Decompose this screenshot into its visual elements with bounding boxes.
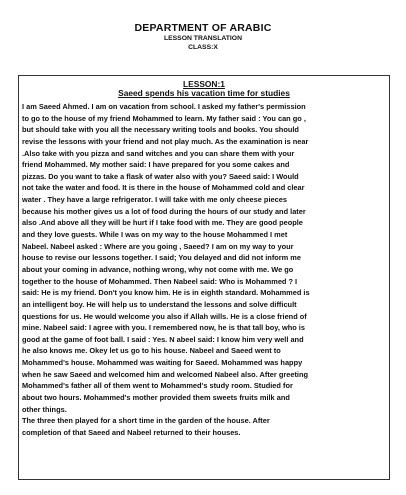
text-line: good at the game of foot ball. I said : Yes. N abeel said: I know him very well and	[22, 334, 304, 344]
text-line: to go to the house of my friend Mohammed to learn. My father said : You can go ,	[22, 113, 306, 123]
text-line: also .And above all they will be hurt if I take food with me. They are good people	[22, 218, 303, 228]
document-subtitle: LESSON TRANSLATION	[163, 35, 243, 42]
text-line: I am Saeed Ahmed. I am on vacation from school. I asked my father's permission	[22, 102, 306, 111]
text-line: not take the water and food. It is there in the house of Mohammed cold and clear	[22, 183, 305, 193]
text-line: friend Mohammed. My mother said: I have prepared for you some cakes and	[22, 160, 290, 170]
text-line: together to the house of Mohammed. Then Nabeel said: Who is Mohammed ? I	[22, 276, 298, 286]
text-line: but should take with you all the necessary writing tools and books. You should	[22, 125, 299, 135]
lesson-title: LESSON:1	[183, 79, 225, 89]
text-line: when he saw Saeed and welcomed him and welcomed Nabeel also. After greeting	[22, 369, 308, 379]
text-line: said: He is my friend. Don't you know him. He is in eighth standard. Mohammed is	[22, 288, 310, 298]
text-line: questions for us. He would welcome you also if Allah wills. He is a close friend of	[22, 311, 307, 321]
text-line: .Also take with you pizza and sand witches and you can share them with your	[22, 148, 295, 158]
text-line: revise the lessons with your friend and not play much. As the examination is near	[22, 136, 309, 146]
text-line: about your coming in advance, nothing wrong, why not come with me. We go	[22, 264, 294, 274]
lesson-subtitle: Saeed spends his vacation time for studies	[118, 88, 290, 98]
text-line: mine. Nabeel said: I agree with you. I remembered now, he is that tall boy, who is	[22, 323, 305, 333]
text-line: he also knows me. Okey let us go to his house. Nabeel and Saeed went to	[22, 346, 281, 356]
text-line: completion of that Saeed and Nabeel returned to their houses.	[22, 427, 241, 437]
text-line: an intelligent boy. He will help us to understand the lessons and solve difficult	[22, 299, 297, 309]
lesson-box	[18, 75, 390, 480]
text-line: Nabeel. Nabeel asked : Where are you going , Saeed? I am on my way to your	[22, 241, 294, 251]
text-line: house to revise our lessons together. I said; You delayed and did not inform me	[22, 253, 301, 263]
lesson-text	[22, 101, 386, 439]
text-line: Mohammed's house. Mohammed was waiting for Saeed. Mohammed was happy	[22, 358, 303, 368]
document-header	[0, 22, 406, 52]
text-line: water . They have a large refrigerator. I will take with me only cheese pieces	[22, 195, 287, 205]
text-line: because his mother gives us a lot of food during the hours of our study and later	[22, 206, 306, 216]
text-line: The three then played for a short time in the garden of the house. After	[22, 416, 270, 426]
class-label: CLASS:X	[188, 44, 218, 51]
text-line: and they love guests. While I was on my way to the house Mohammed I met	[22, 230, 288, 240]
text-line: pizzas. Do you want to take a flask of water also with you? Saeed said: I Would	[22, 171, 299, 181]
text-line: Mohammed's father all of them went to Mohammed's study room. Studied for	[22, 381, 293, 391]
text-line: other things.	[22, 404, 67, 414]
department-title: DEPARTMENT OF ARABIC	[134, 22, 272, 34]
text-line: about two hours. Mohammed's mother provided them sweets fruits milk and	[22, 393, 290, 403]
